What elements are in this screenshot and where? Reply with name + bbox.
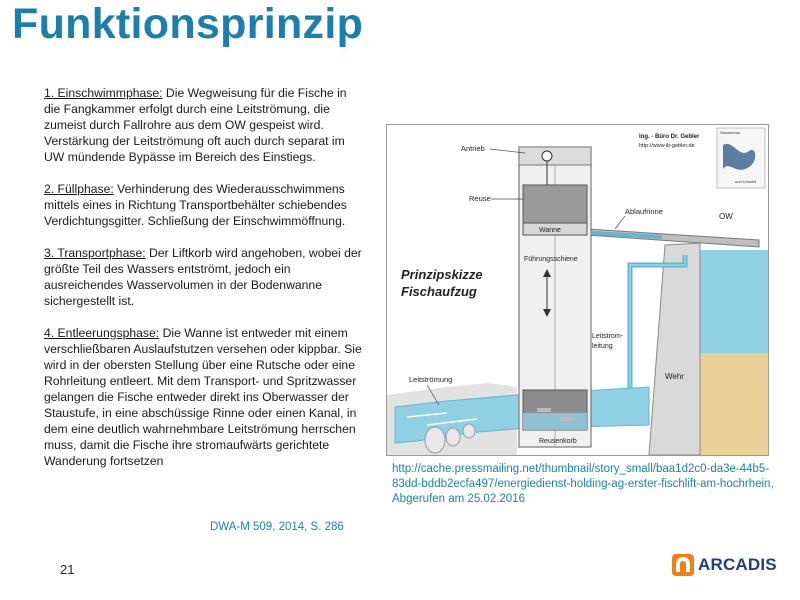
phase-text: Die Wegweisung für die Fische in die Fangkammer erfolgt durch eine Leitströmung, die zumeist durch Fallrohre aus dem OW gespeist wird. Verstärkung der Leitströmung oft auch durch separat im UW mündende Bypässe im Bereich des Einstiegs. — [44, 86, 347, 164]
author-logo-bottom: und Umwelt — [735, 179, 757, 184]
phase-heading: 1. Einschwimmphase: — [44, 86, 163, 100]
phase-text: Die Wanne ist entweder mit einem verschließbaren Auslaufstutzen versehen oder kippbar. Sie wird in der obersten Stellung über eine Rutsche oder eine Rohrleitung entleert. Mit dem Transport- und Spritzwasser gelangen die Fische entweder direkt ins Oberwasser der Staustufe, in eine abschüssige Rinne oder einen Kanal, in dem eine deutlich wahrnehmbare Leitströmung herrschen muss, damit die Fische ihre stromaufwärts gerichtete Wanderung fortsetzen — [44, 326, 362, 468]
drive-wheel — [542, 151, 552, 161]
rock — [425, 427, 445, 453]
phase-text: Der Liftkorb wird angehoben, wobei der größte Teil des Wassers entströmt, jedoch ein ausreichendes Wasservolumen in der Bodenwanne sichergestellt ist. — [44, 246, 362, 308]
phase-heading: 3. Transportphase: — [44, 246, 146, 260]
label-fuehrungsschiene: Führungsschiene — [524, 256, 578, 263]
weir-body — [649, 243, 700, 455]
body-text — [44, 85, 364, 485]
fish-lift-diagram — [386, 124, 769, 456]
author-logo-top: Wasserbau — [720, 130, 741, 135]
label-antrieb: Antrieb — [461, 144, 485, 153]
upper-basket — [523, 185, 587, 223]
figure-source-url[interactable]: http://cache.pressmailing.net/thumbnail/story_small/baa1d2c0-da3e-44b5-83dd-bddb2ecfa497/energiedienst-holding-ag-erster-fischlift-am-hochrhein, Abgerufen am 25.02.2016 — [392, 463, 774, 505]
phase-heading: 4. Entleerungsphase: — [44, 326, 160, 340]
author-name: Ing. - Büro Dr. Gebler — [639, 134, 700, 140]
rock — [446, 428, 460, 446]
label-wehr: Wehr — [665, 372, 684, 381]
paragraph-fuellphase — [44, 181, 364, 229]
sediment — [700, 353, 768, 455]
label-ablaufrinne: Ablaufrinne — [625, 207, 663, 216]
label-wanne: Wanne — [539, 227, 561, 234]
leader-line — [615, 216, 625, 229]
upstream-water — [692, 250, 768, 355]
drive-housing — [519, 147, 591, 165]
fish — [559, 417, 573, 421]
rock — [463, 424, 475, 438]
paragraph-einschwimmphase — [44, 85, 364, 165]
basket-water — [523, 413, 587, 430]
caption-line-2: Fischaufzug — [401, 284, 477, 299]
author-url: http://www.ib-gebler.de — [639, 143, 695, 149]
page-number: 21 — [60, 562, 75, 577]
arcadis-logo — [672, 553, 777, 577]
fish-lift-sketch — [387, 125, 768, 455]
paragraph-transportphase — [44, 245, 364, 309]
label-reuse: Reuse — [469, 194, 491, 203]
label-leitstromleitung-2: leitung — [592, 343, 613, 350]
fish — [537, 408, 551, 412]
phase-text: Verhinderung des Wiederausschwimmens mittels eines in Richtung Transportbehälter schiebendes Verdichtungsgitter. Schließung der Einschwimmöffnung. — [44, 182, 347, 228]
label-reusenkorb: Reusenkorb — [539, 438, 577, 445]
arcadis-logo-text: ARCADIS — [698, 555, 777, 574]
label-leitstromleitung-1: Leitstrom- — [592, 333, 624, 340]
citation: DWA-M 509, 2014, S. 286 — [210, 521, 344, 533]
arcadis-logo-icon — [672, 554, 694, 576]
phase-heading: 2. Füllphase: — [44, 182, 114, 196]
paragraph-entleerungsphase — [44, 325, 364, 469]
slide-title: Funktionsprinzip — [12, 0, 364, 48]
caption-line-1: Prinzipskizze — [401, 267, 483, 282]
label-ow: OW — [719, 212, 733, 221]
label-leitstroemung: Leitströmung — [409, 375, 453, 384]
